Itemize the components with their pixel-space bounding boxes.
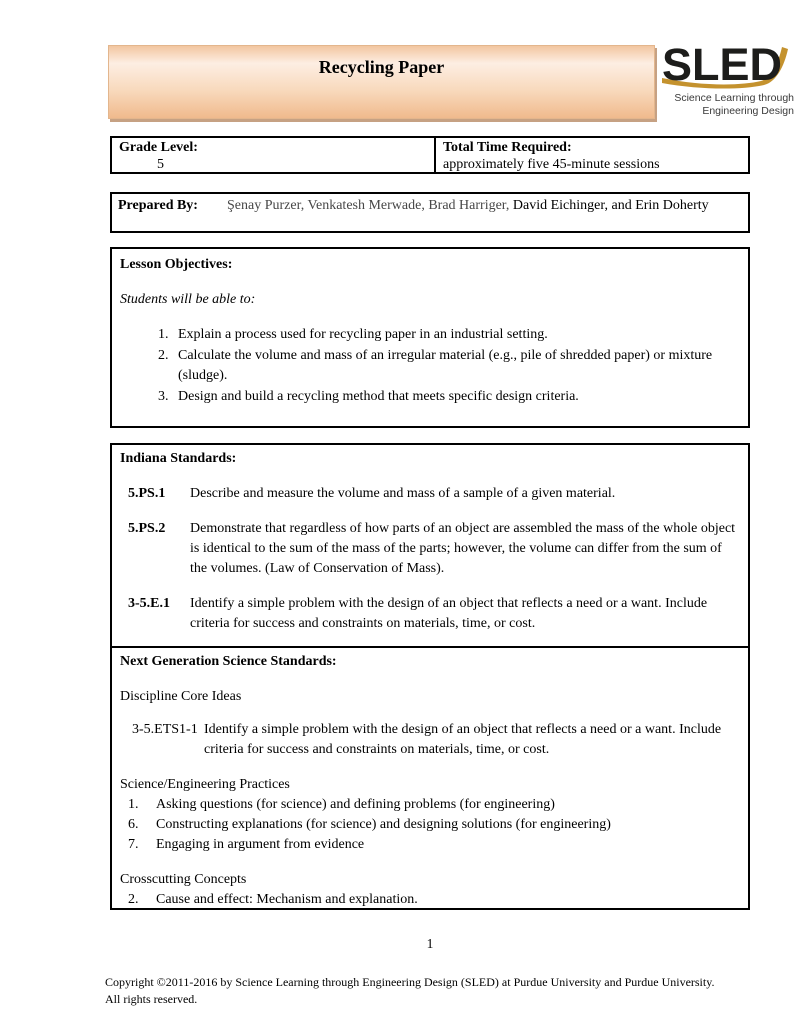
- ngss-section: [110, 646, 750, 910]
- ngss-heading: Next Generation Science Standards:: [120, 654, 337, 669]
- practice-item: [120, 815, 740, 835]
- prepared-by-section: [110, 192, 750, 233]
- crosscutting-item: [120, 890, 740, 910]
- standard-code: 3-5.E.1: [128, 596, 170, 611]
- standard-text: Demonstrate that regardless of how parts of an object are assembled the mass of the whole object is identical to the sum of the mass of the parts; however, the volume can differ from the sum of the volumes. (Law of Conservation of Mass).: [190, 521, 736, 576]
- practice-text: Engaging in argument from evidence: [156, 837, 365, 852]
- core-idea-item: [120, 720, 740, 760]
- practice-text: Asking questions (for science) and defining problems (for engineering): [156, 797, 555, 812]
- objective-text: Calculate the volume and mass of an irregular material (e.g., pile of shredded paper) or mixture (sludge).: [178, 347, 713, 383]
- prepared-by-names: [227, 196, 742, 229]
- standard-item: [120, 519, 740, 579]
- practice-item: [120, 835, 740, 855]
- copyright-line1: Copyright ©2011-2016 by Science Learning through Engineering Design (SLED) at Purdue University and Purdue University.: [105, 975, 715, 989]
- objectives-intro: Students will be able to:: [120, 292, 256, 307]
- tagline-line2: Engineering Design: [702, 104, 794, 117]
- discipline-core-ideas-heading: Discipline Core Ideas: [120, 689, 242, 704]
- title-banner: [108, 45, 655, 119]
- objective-text: Design and build a recycling method that meets specific design criteria.: [178, 388, 579, 404]
- sled-logo: [660, 40, 796, 124]
- core-idea-code: 3-5.ETS1-1: [132, 722, 198, 737]
- practice-number: 6.: [128, 817, 139, 832]
- copyright-notice: [105, 974, 760, 1008]
- standard-code: 5.PS.2: [128, 521, 166, 536]
- core-idea-text: Identify a simple problem with the design of an object that reflects a need or a want. Include criteria for success and constraints on materials, time, or cost.: [204, 722, 722, 757]
- objective-item: [158, 387, 740, 408]
- objective-item: [158, 346, 740, 387]
- indiana-standards-heading: Indiana Standards:: [120, 451, 237, 466]
- document-title: Recycling Paper: [318, 57, 445, 77]
- objective-text: Explain a process used for recycling paper in an industrial setting.: [178, 327, 548, 342]
- total-time-cell: [436, 138, 748, 172]
- indiana-standards-section: [110, 443, 750, 648]
- crosscutting-number: 2.: [128, 892, 139, 907]
- practice-item: [120, 795, 740, 815]
- grade-time-table: [110, 136, 750, 174]
- prepared-names-gray: Şenay Purzer, Venkatesh Merwade, Brad Harriger,: [227, 198, 510, 213]
- sled-logo-tagline: [662, 92, 794, 117]
- standard-text: Describe and measure the volume and mass of a sample of a given material.: [190, 486, 616, 501]
- practice-number: 7.: [128, 837, 139, 852]
- practices-heading: Science/Engineering Practices: [120, 777, 290, 792]
- page-number: 1: [426, 936, 434, 951]
- sled-logo-word: SLED: [662, 39, 783, 90]
- lesson-objectives-section: [110, 247, 750, 428]
- prepared-by-label: Prepared By:: [118, 198, 198, 213]
- crosscutting-heading: Crosscutting Concepts: [120, 872, 247, 887]
- objective-number: 3.: [158, 388, 169, 404]
- crosscutting-text: Cause and effect: Mechanism and explanation.: [156, 892, 418, 907]
- standard-code: 5.PS.1: [128, 486, 166, 501]
- prepared-names-black: David Eichinger, and Erin Doherty: [509, 198, 709, 213]
- total-time-label: Total Time Required:: [443, 140, 572, 155]
- objective-item: [158, 325, 740, 346]
- grade-level-cell: [112, 138, 436, 172]
- grade-level-label: Grade Level:: [119, 140, 198, 155]
- copyright-line2: All rights reserved.: [105, 992, 198, 1006]
- practice-text: Constructing explanations (for science) and designing solutions (for engineering): [156, 817, 611, 832]
- lesson-objectives-heading: Lesson Objectives:: [120, 257, 233, 272]
- standard-text: Identify a simple problem with the design of an object that reflects a need or a want. Include criteria for success and constraints on materials, time, or cost.: [190, 596, 708, 631]
- grade-level-value: 5: [157, 157, 164, 172]
- total-time-value: approximately five 45-minute sessions: [443, 157, 660, 172]
- objective-number: 1.: [158, 327, 169, 342]
- practice-number: 1.: [128, 797, 139, 812]
- tagline-line1: Science Learning through: [674, 92, 794, 104]
- objective-number: 2.: [158, 347, 169, 363]
- standard-item: [120, 594, 740, 634]
- standard-item: [120, 484, 740, 504]
